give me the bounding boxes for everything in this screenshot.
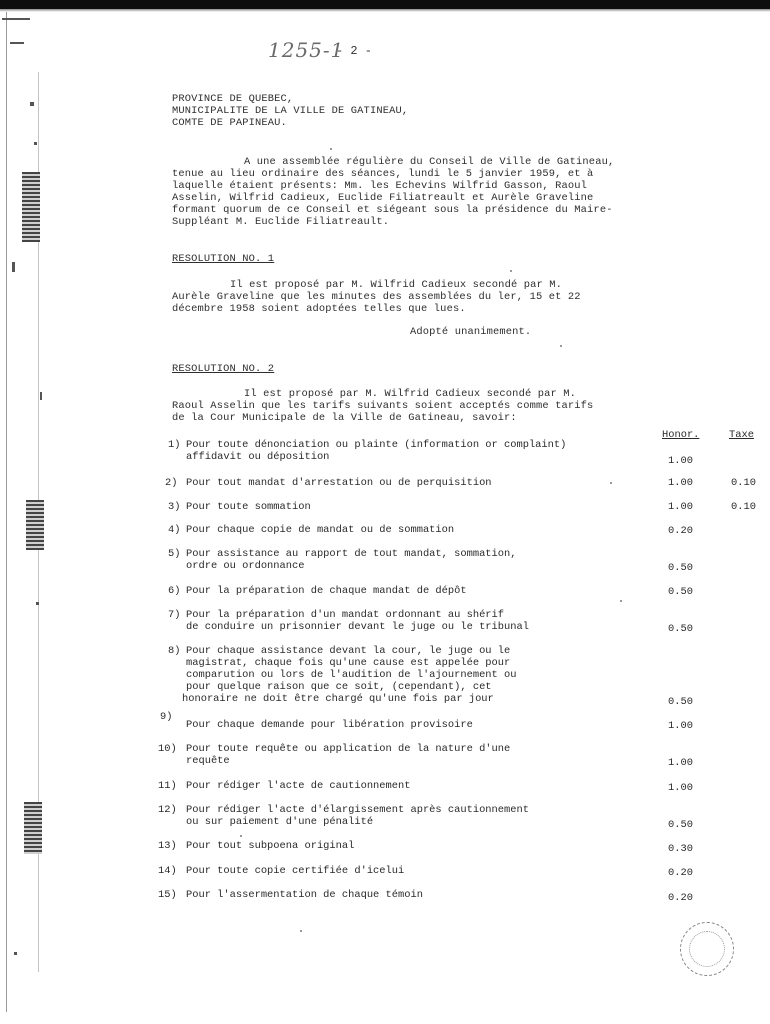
- tariff-item-text: Pour chaque assistance devant la cour, le juge ou le: [186, 645, 511, 657]
- tariff-item-taxe: 0.10: [731, 477, 756, 489]
- tariff-item-honor: 1.00: [668, 720, 693, 732]
- resolution-1-line: décembre 1958 soient adoptées telles que lues.: [172, 303, 466, 315]
- handwritten-reference: 1255-1: [268, 38, 345, 62]
- tariff-item-honor: 0.20: [668, 867, 693, 879]
- tariff-item-number: 13): [158, 840, 177, 852]
- tariff-item-honor: 0.30: [668, 843, 693, 855]
- tariff-item-honor: 0.20: [668, 525, 693, 537]
- tariff-item-honor: 0.50: [668, 562, 693, 574]
- tariff-item-number: 9): [160, 711, 173, 723]
- tariff-item-text: Pour l'assermentation de chaque témoin: [186, 889, 423, 901]
- intro-line: A une assemblée régulière du Conseil de Ville de Gatineau,: [244, 156, 615, 168]
- tariff-item-number: 12): [158, 804, 177, 816]
- tariff-item-text: Pour la préparation de chaque mandat de dépôt: [186, 585, 467, 597]
- tariff-item-honor: 1.00: [668, 455, 693, 467]
- tariff-item-number: 8): [168, 645, 181, 657]
- tariff-item-text: ou sur paiement d'une pénalité: [186, 816, 374, 828]
- column-header-taxe: Taxe: [729, 429, 754, 441]
- tariff-item-text: Pour toute dénonciation ou plainte (information or complaint): [186, 439, 567, 451]
- tariff-item-honor: 1.00: [668, 757, 693, 769]
- tariff-item-number: 10): [158, 743, 177, 755]
- scan-top-shadow: [0, 9, 770, 12]
- tariff-item-number: 11): [158, 780, 177, 792]
- tariff-item-text: Pour toute copie certifiée d'icelui: [186, 865, 405, 877]
- tariff-item-text: Pour toute requête ou application de la nature d'une: [186, 743, 511, 755]
- resolution-1-line: Il est proposé par M. Wilfrid Cadieux secondé par M.: [230, 279, 563, 291]
- resolution-2-line: Raoul Asselin que les tarifs suivants soient acceptés comme tarifs: [172, 400, 594, 412]
- tariff-item-text: Pour toute sommation: [186, 501, 311, 513]
- tariff-item-taxe: 0.10: [731, 501, 756, 513]
- archive-seal-stamp: [680, 922, 734, 976]
- header-county: COMTE DE PAPINEAU.: [172, 117, 287, 129]
- tariff-item-text: Pour chaque demande pour libération provisoire: [186, 719, 473, 731]
- resolution-2-line: Il est proposé par M. Wilfrid Cadieux secondé par M.: [244, 388, 577, 400]
- tariff-item-number: 7): [168, 609, 181, 621]
- resolution-1-heading: RESOLUTION NO. 1: [172, 253, 275, 265]
- tariff-item-text: comparution ou lors de l'audition de l'ajournement ou: [186, 669, 517, 681]
- intro-line: Suppléant M. Euclide Filiatreault.: [172, 216, 390, 228]
- resolution-1-line: Aurèle Graveline que les minutes des assemblées du ler, 15 et 22: [172, 291, 581, 303]
- tariff-item-text: pour quelque raison que ce soit, (cependant), cet: [186, 681, 492, 693]
- tariff-item-text: Pour chaque copie de mandat ou de sommation: [186, 524, 455, 536]
- resolution-1-adopted: Adopté unanimement.: [410, 326, 532, 338]
- tariff-item-honor: 1.00: [668, 477, 693, 489]
- column-header-honoraire: Honor.: [662, 429, 700, 441]
- tariff-item-text: magistrat, chaque fois qu'une cause est appelée pour: [186, 657, 511, 669]
- tariff-item-text: Pour rédiger l'acte d'élargissement après cautionnement: [186, 804, 529, 816]
- intro-line: laquelle étaient présents: Mm. les Echevins Wilfrid Gasson, Raoul: [172, 180, 588, 192]
- header-province: PROVINCE DE QUEBEC,: [172, 93, 294, 105]
- tariff-item-honor: 0.50: [668, 586, 693, 598]
- intro-line: tenue au lieu ordinaire des séances, lundi le 5 janvier 1959, et à: [172, 168, 594, 180]
- tariff-item-number: 5): [168, 548, 181, 560]
- tariff-item-text: Pour tout subpoena original: [186, 840, 355, 852]
- tariff-item-honor: 1.00: [668, 782, 693, 794]
- tariff-item-number: 1): [168, 439, 181, 451]
- tariff-item-text: requête: [186, 755, 230, 767]
- tariff-item-text: Pour assistance au rapport de tout mandat, sommation,: [186, 548, 517, 560]
- scan-top-edge: [0, 0, 770, 9]
- tariff-item-text: honoraire ne doit être chargé qu'une fois par jour: [182, 693, 494, 705]
- resolution-2-line: de la Cour Municipale de la Ville de Gatineau, savoir:: [172, 412, 517, 424]
- tariff-item-number: 6): [168, 585, 181, 597]
- tariff-item-number: 14): [158, 865, 177, 877]
- tariff-item-text: Pour tout mandat d'arrestation ou de perquisition: [186, 477, 492, 489]
- tariff-item-honor: 0.50: [668, 696, 693, 708]
- tariff-item-text: de conduire un prisonnier devant le juge ou le tribunal: [186, 621, 529, 633]
- intro-line: Asselin, Wilfrid Cadieux, Euclide Filiatreault et Aurèle Graveline: [172, 192, 594, 204]
- tariff-item-honor: 0.50: [668, 623, 693, 635]
- tariff-item-number: 15): [158, 889, 177, 901]
- tariff-item-text: Pour la préparation d'un mandat ordonnant au shérif: [186, 609, 505, 621]
- tariff-item-text: Pour rédiger l'acte de cautionnement: [186, 780, 411, 792]
- tariff-item-honor: 0.20: [668, 892, 693, 904]
- page-number: - 2 -: [336, 44, 373, 58]
- tariff-item-honor: 0.50: [668, 819, 693, 831]
- tariff-item-text: ordre ou ordonnance: [186, 560, 305, 572]
- tariff-item-text: affidavit ou déposition: [186, 451, 330, 463]
- intro-line: formant quorum de ce Conseil et siégeant sous la présidence du Maire-: [172, 204, 613, 216]
- header-municipality: MUNICIPALITE DE LA VILLE DE GATINEAU,: [172, 105, 409, 117]
- binder-margin: [0, 12, 48, 1024]
- tariff-item-honor: 1.00: [668, 501, 693, 513]
- tariff-item-number: 2): [165, 477, 178, 489]
- resolution-2-heading: RESOLUTION NO. 2: [172, 363, 275, 375]
- tariff-item-number: 4): [168, 524, 181, 536]
- tariff-item-number: 3): [168, 501, 181, 513]
